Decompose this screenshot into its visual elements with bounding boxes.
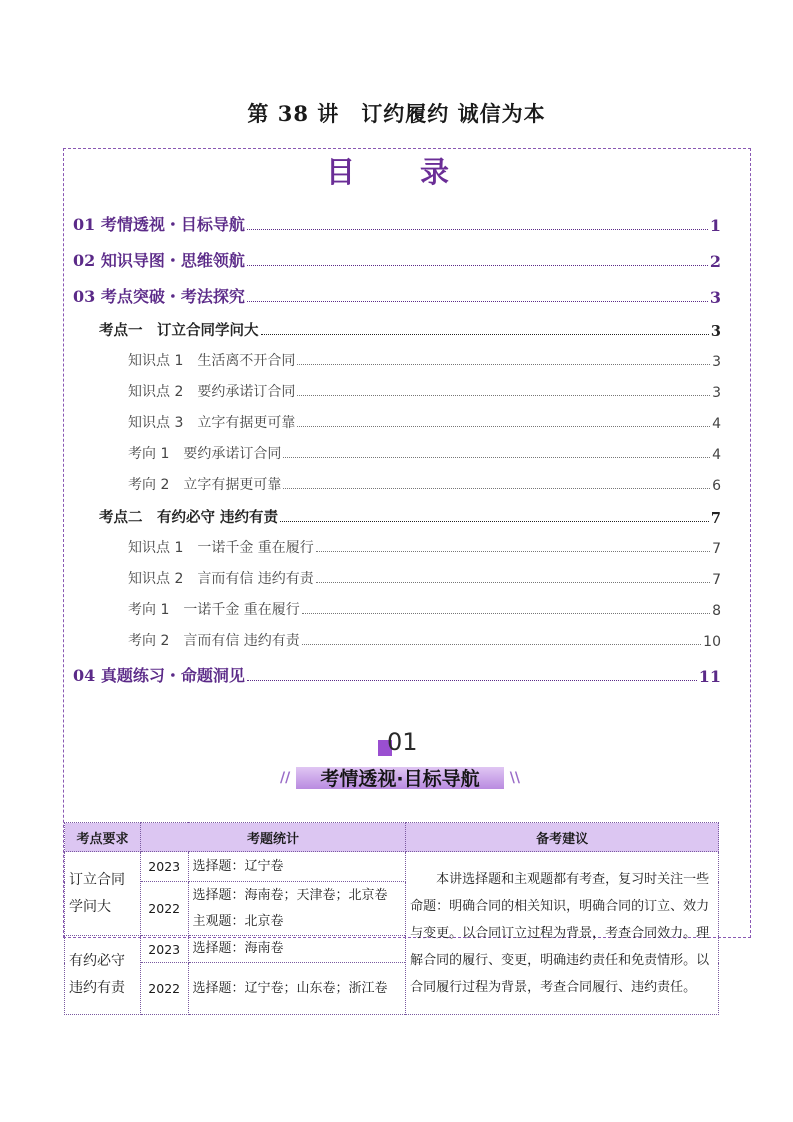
toc-entry[interactable] [73,663,721,686]
leader-dots [316,582,710,583]
leader-dots [316,551,710,552]
toc-entry[interactable] [128,537,721,557]
toc-entry-text: 知识点 2 言而有信 违约有责 [128,571,314,587]
toc-entry-text: 考向 2 立字有据更可靠 [128,477,282,493]
toc-entry[interactable] [73,248,721,271]
section-banner [280,764,520,790]
cell-point: 订立合同学问大 [65,852,141,936]
toc-entry[interactable] [128,474,721,494]
toc-entry[interactable] [73,212,721,235]
cell-year: 2023 [140,852,188,882]
header-stat: 考题统计 [140,823,405,852]
toc-entry-text: 知识点 3 立字有据更可靠 [128,415,296,431]
toc-entry-text: 知识点 2 要约承诺订合同 [128,384,296,400]
cell-stat: 选择题：辽宁卷；山东卷；浙江卷 [188,963,406,1015]
toc-heading: 目 录 [325,155,467,189]
toc-entry[interactable] [99,319,721,340]
document-title: 第 38 讲 订约履约 诚信为本 [247,101,546,126]
leader-dots [297,395,710,396]
leader-dots [297,364,710,365]
cell-year: 2022 [140,963,188,1015]
toc-entry-text: 知识点 1 一诺千金 重在履行 [128,540,314,556]
leader-dots [280,521,709,522]
leader-dots [302,613,710,614]
toc-page-number: 3 [710,323,721,340]
header-point: 考点要求 [65,823,141,852]
table-row [65,852,719,882]
toc-page-number: 3 [709,288,721,307]
toc-page-number: 3 [712,385,721,401]
cell-point: 有约必守违约有责 [65,936,141,1015]
toc-page-number: 7 [712,572,721,588]
cell-stat: 选择题：海南卷 [188,936,406,963]
toc-page-number: 4 [712,447,721,463]
toc-entry-text: 04 真题练习・命题洞见 [73,666,245,685]
leader-dots [247,301,708,302]
leader-dots [283,488,710,489]
leader-dots [302,644,701,645]
toc-entry-text: 01 考情透视・目标导航 [73,215,245,234]
section-number [370,728,430,758]
toc-entry[interactable] [128,381,721,401]
leader-dots [261,334,709,335]
toc-page-number: 7 [710,510,721,527]
toc-page-number: 2 [709,252,721,271]
section-title: 考情透视·目标导航 [320,768,480,790]
toc-entry[interactable] [128,630,721,650]
toc-page-number: 6 [712,478,721,494]
toc-entry-text: 考点二 有约必守 违约有责 [99,509,279,526]
toc-entry[interactable] [128,412,721,432]
cell-advice: 本讲选择题和主观题都有考查，复习时关注一些命题：明确合同的相关知识，明确合同的订立、效力与变更。以合同订立过程为背景，考查合同效力。理解合同的履行、变更，明确违约责任和免责情形。以合同履行过程为背景，考查合同履行、违约责任。 [406,852,719,1015]
section-number-text: 01 [387,728,418,756]
toc-page-number: 8 [712,603,721,619]
toc-entry-text: 考向 2 言而有信 违约有责 [128,633,300,649]
toc-entry-text: 考点一 订立合同学问大 [99,322,259,339]
header-advice: 备考建议 [406,823,719,852]
table-header-row [65,823,719,852]
exam-table [64,822,719,1015]
leader-dots [247,265,708,266]
toc-entry-text: 02 知识导图・思维领航 [73,251,245,270]
toc-entry[interactable] [128,568,721,588]
toc-entry-text: 知识点 1 生活离不开合同 [128,353,296,369]
leader-dots [297,426,710,427]
toc-entry-text: 03 考点突破・考法探究 [73,287,245,306]
toc-entry[interactable] [128,350,721,370]
toc-entry[interactable] [128,599,721,619]
cell-stat: 选择题：辽宁卷 [188,852,406,882]
banner-slash-right: \\ [509,770,520,786]
cell-year: 2022 [140,882,188,936]
toc-page-number: 11 [698,667,721,686]
toc-page-number: 3 [712,354,721,370]
leader-dots [283,457,710,458]
toc-page-number: 10 [703,634,721,650]
leader-dots [247,680,697,681]
toc-entry[interactable] [99,506,721,527]
banner-slash-left: // [280,770,291,786]
cell-year: 2023 [140,936,188,963]
toc-page-number: 4 [712,416,721,432]
toc-page-number: 1 [709,216,721,235]
toc-entry-text: 考向 1 要约承诺订合同 [128,446,282,462]
toc-entry[interactable] [73,284,721,307]
cell-stat: 选择题：海南卷；天津卷；北京卷 主观题：北京卷 [188,882,406,936]
toc-entry[interactable] [128,443,721,463]
toc-entry-text: 考向 1 一诺千金 重在履行 [128,602,300,618]
leader-dots [247,229,708,230]
toc-page-number: 7 [712,541,721,557]
